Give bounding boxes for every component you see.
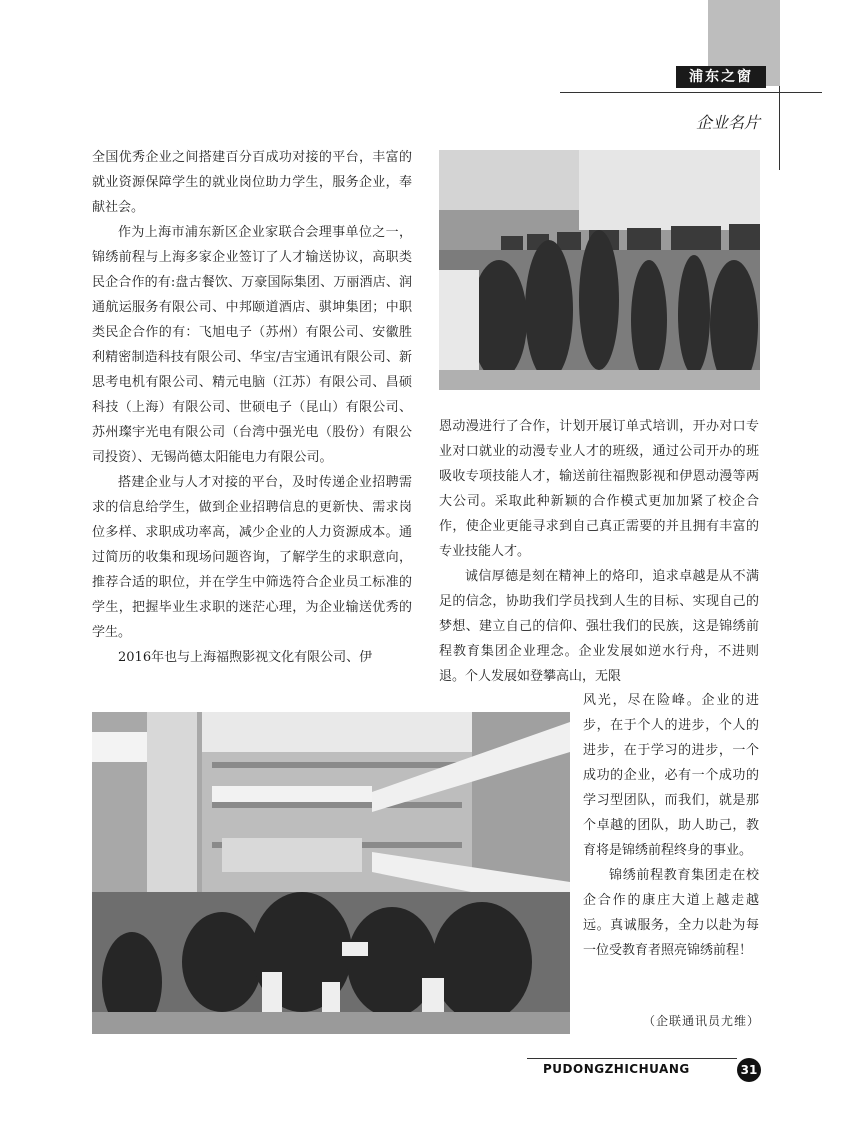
photo-atrium-job-fair-image [92,712,570,1034]
right-text-column [439,414,759,689]
paragraph: 作为上海市浦东新区企业家联合会理事单位之一，锦绣前程与上海多家企业签订了人才输送协议，高职类民企合作的有:盘古餐饮、万豪国际集团、万丽酒店、润通航运服务有限公司、中邦颐道酒店、骐坤集团；中职类民企合作的有：飞旭电子（苏州）有限公司、安徽胜利精密制造科技有限公司、华宝/吉宝通讯有限公司、新思考电机有限公司、精元电脑（江苏）有限公司、昌硕科技（上海）有限公司、世硕电子（昆山）有限公司、苏州璨宇光电有限公司（台湾中强光电（股份）有限公司投资）、无锡尚德太阳能电力有限公司。 [92,225,412,465]
magazine-brand-logo: 浦东之窗 [676,66,766,88]
footer-rule [527,1058,737,1059]
photo-atrium-job-fair [92,712,570,1034]
paragraph: 风光，尽在险峰。企业的进步，在于个人的进步，个人的进步，在于学习的进步，一个成功的企业，必有一个成功的学习型团队，而我们，就是那个卓越的团队，助人助己，教育将是锦绣前程终身的事业。 [583,693,759,858]
paragraph: 诚信厚德是刻在精神上的烙印，追求卓越是从不满足的信念，协助我们学员找到人生的目标、实现自己的梦想、建立自己的信仰、强壮我们的民族，这是锦绣前程教育集团企业理念。企业发展如逆水行舟，不进则退。个人发展如登攀高山，无限 [439,569,759,684]
paragraph: 搭建企业与人才对接的平台，及时传递企业招聘需求的信息给学生，做到企业招聘信息的更新快、需求岗位多样、求职成功率高，减少企业的人力资源成本。通过简历的收集和现场问题咨询，了解学生的求职意向，推荐合适的职位，并在学生中筛选符合企业员工标准的学生，把握毕业生求职的迷茫心理，为企业输送优秀的学生。 [92,475,412,640]
header-rule [560,92,822,93]
left-text-column [92,145,412,670]
paragraph: 锦绣前程教育集团走在校企合作的康庄大道上越走越远。真诚服务，全力以赴为每一位受教育者照亮锦绣前程！ [583,868,759,958]
section-title: 企业名片 [695,113,760,132]
paragraph: 2016年也与上海福煦影视文化有限公司、伊 [118,650,373,665]
footer-magazine-name: PUDONGZHICHUANG [543,1062,690,1076]
photo-job-fair-hall-image [439,150,760,390]
narrow-text-column [583,688,759,963]
photo-job-fair-hall [439,150,760,390]
header-vertical-rule [779,86,780,170]
page-number: 31 [737,1058,761,1082]
paragraph: 恩动漫进行了合作，计划开展订单式培训，开办对口专业对口就业的动漫专业人才的班级，通过公司开办的班吸收专项技能人才，输送前往福煦影视和伊恩动漫等两大公司。采取此种新颖的合作模式更加加紧了校企合作，使企业更能寻求到自己真正需要的并且拥有丰富的专业技能人才。 [439,419,759,559]
author-credit: （企联通讯员尤维） [642,1014,760,1028]
paragraph: 全国优秀企业之间搭建百分百成功对接的平台，丰富的就业资源保障学生的就业岗位助力学生，服务企业，奉献社会。 [92,150,412,215]
